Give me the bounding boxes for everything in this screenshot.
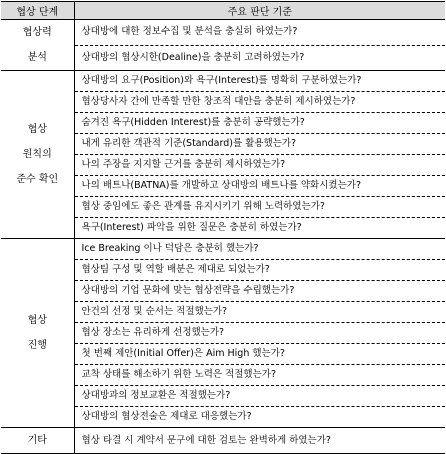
- criteria-item: 상대방의 기업 문화에 맞는 협상전략을 수립했는가?: [74, 281, 445, 302]
- stage-label-line: 협상: [27, 315, 47, 326]
- stage-label-line: 협상력: [22, 27, 52, 38]
- criteria-item: 협상팀 구성 및 역할 배분은 제대로 되었는가?: [74, 260, 445, 281]
- criteria-item: 협상 장소는 유리하게 선정했는가?: [74, 323, 445, 344]
- stage-label-line: 진행: [27, 340, 47, 351]
- stage-cell-analysis: [1, 20, 74, 71]
- criteria-item: 협상 중임에도 좋은 관계를 유지시키기 위해 노력하였는가?: [74, 197, 445, 218]
- stage-label-line: 원칙의: [22, 149, 52, 160]
- table-row: [1, 20, 445, 46]
- criteria-item: 내게 유리한 객관적 기준(Standard)를 활용했는가?: [74, 134, 445, 155]
- criteria-item: 협상당사자 간에 만족할 만한 창조적 대안을 충분히 제시하였는가?: [74, 92, 445, 113]
- negotiation-criteria-table: [1, 1, 445, 454]
- stage-cell-principles: [1, 71, 74, 239]
- criteria-item: Ice Breaking 이나 덕담은 충분히 했는가?: [74, 239, 445, 260]
- criteria-item: 상대방에 대한 정보수집 및 분석을 충실히 하였는가?: [74, 20, 445, 46]
- criteria-item: 교착 상태를 해소하기 위한 노력은 적절했는가?: [74, 365, 445, 386]
- stage-label-line: 기타: [27, 435, 47, 446]
- criteria-table-wrapper: [1, 1, 445, 454]
- stage-label-line: 분석: [27, 52, 47, 63]
- stage-cell-progress: [1, 239, 74, 428]
- criteria-item: 첫 번째 제안(Initial Offer)은 Aim High 했는가?: [74, 344, 445, 365]
- criteria-item: 상대방과의 정보교환은 적절했는가?: [74, 386, 445, 407]
- criteria-item: 욕구(Interest) 파악을 위한 질문은 충분히 하였는가?: [74, 218, 445, 239]
- table-row: [1, 239, 445, 260]
- stage-cell-other: [1, 428, 74, 454]
- criteria-item: 협상 타결 시 계약서 문구에 대한 검토는 완벽하게 하였는가?: [74, 428, 445, 454]
- header-criteria: 주요 판단 기준: [74, 2, 445, 20]
- criteria-item: 나의 배트나(BATNA)를 개발하고 상대방의 배트나를 약화시켰는가?: [74, 176, 445, 197]
- criteria-item: 숨겨진 욕구(Hidden Interest)를 충분히 공략했는가?: [74, 113, 445, 134]
- header-stage: 협상 단계: [1, 2, 74, 20]
- criteria-item: 상대방의 협상전술은 제대로 대응했는가?: [74, 407, 445, 428]
- table-row: [1, 428, 445, 454]
- criteria-item: 상대방의 협상시한(Dealine)을 충분히 고려하였는가?: [74, 45, 445, 71]
- criteria-item: 안건의 선정 및 순서는 적절했는가?: [74, 302, 445, 323]
- stage-label-line: 협상: [27, 124, 47, 135]
- criteria-item: 상대방의 요구(Position)와 욕구(Interest)를 명확히 구분하였는가?: [74, 71, 445, 92]
- table-row: [1, 71, 445, 92]
- criteria-item: 나의 주장을 지지할 근거를 충분히 제시하였는가?: [74, 155, 445, 176]
- header-row: [1, 2, 445, 20]
- stage-label-line: 준수 확인: [16, 174, 59, 185]
